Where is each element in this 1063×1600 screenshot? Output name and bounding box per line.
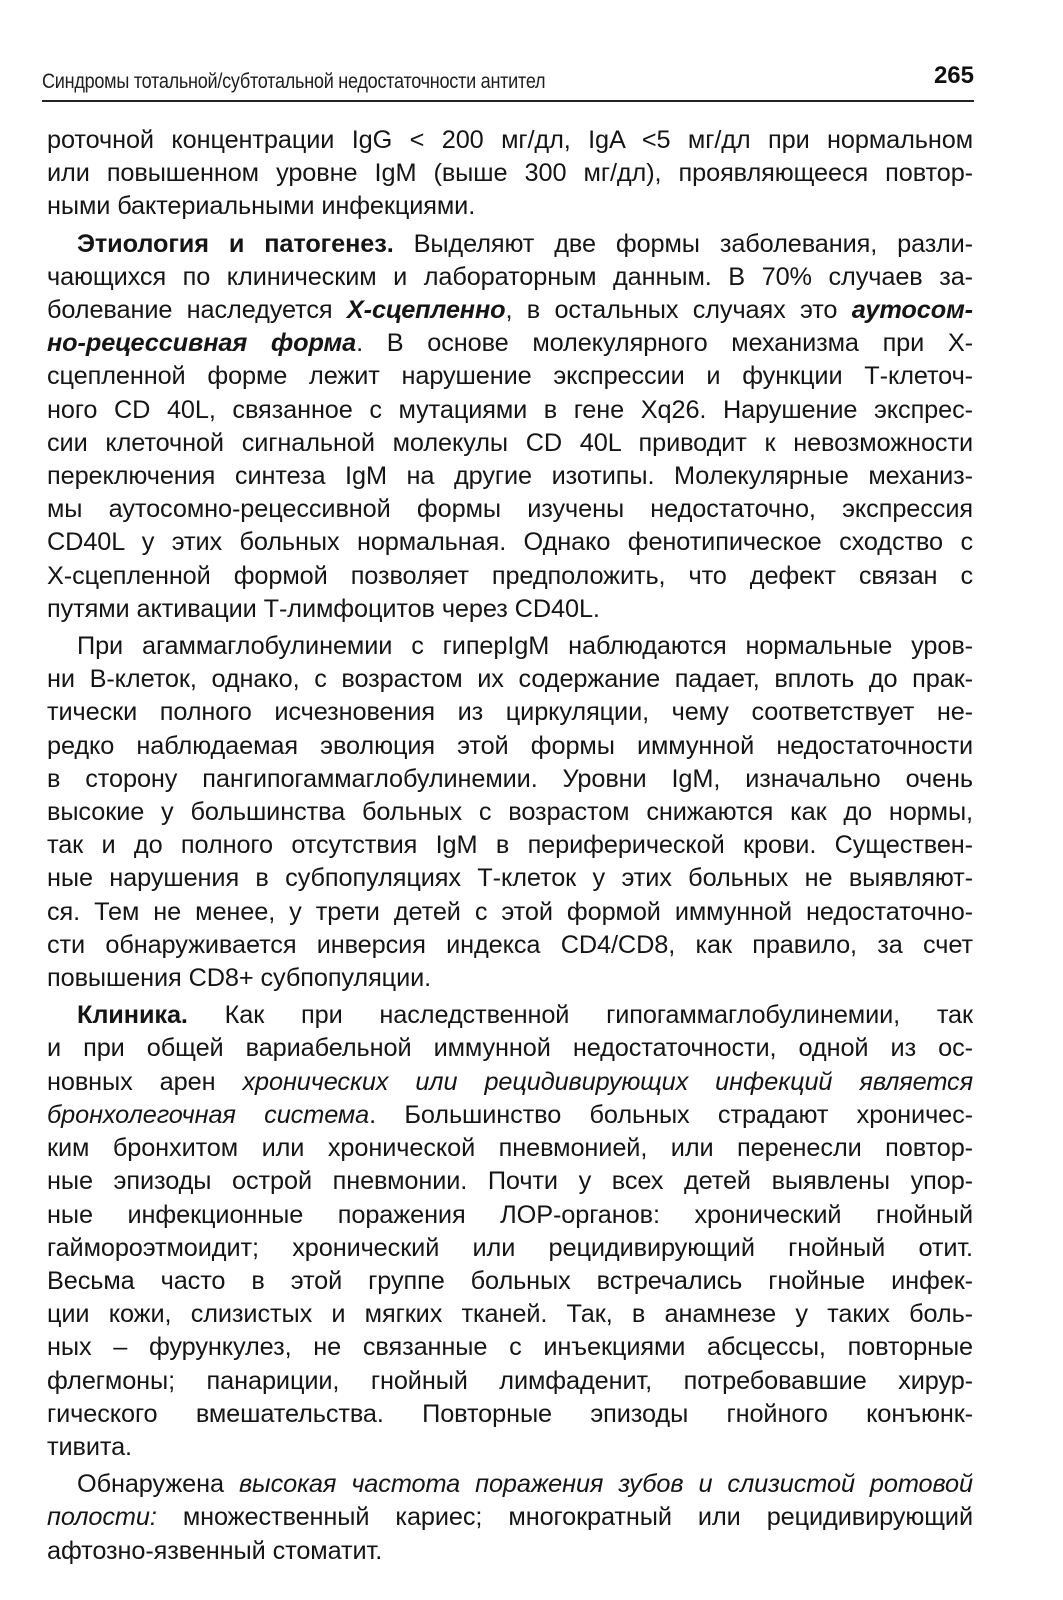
text-line: При агаммаглобулинемии с гиперIgM наблюдаются нормальные уров- (77, 632, 973, 661)
emphasis-autosomal: аутосом- (851, 296, 974, 325)
paragraph-clinic (47, 999, 973, 1464)
emphasis-oral-cavity: полости: (47, 1503, 157, 1532)
paragraph-continuation (47, 124, 973, 224)
text-run: болевание наследуется (47, 296, 347, 325)
text-line: редко наблюдаемая эволюция этой формы иммунной недостаточности (47, 731, 973, 760)
text-run: Обнаружена (77, 1470, 239, 1499)
emphasis-x-linked: Х-сцепленно (346, 296, 506, 325)
text-line: сии клеточной сигнальной молекулы CD 40L приводит к невозможности (47, 428, 973, 457)
section-heading-clinic: Клиника. (77, 1001, 188, 1030)
text-line: так и до полного отсутствия IgM в периферической крови. Существен- (47, 831, 973, 860)
running-title: Синдромы тотальной/субтотальной недостаточности антител (42, 70, 546, 93)
text-line: мы аутосомно-рецессивной формы изучены недостаточно, экспрессия (47, 495, 973, 524)
text-line (47, 999, 973, 1032)
text-line (47, 228, 973, 261)
text-line: флегмоны; панариции, гнойный лимфаденит, потребовавшие хирур- (47, 1366, 973, 1395)
text-line: ных – фурункулез, не связанные с инъекциями абсцессы, повторные (47, 1333, 973, 1362)
paragraph-etiology (47, 228, 973, 626)
section-heading-etiology: Этиология и патогенез. (77, 229, 394, 258)
text-line: гаймороэтмоидит; хронический или рецидивирующий гнойный отит. (47, 1233, 973, 1262)
text-line: или повышенном уровне IgM (выше 300 мг/дл), проявляющееся повтор- (47, 159, 973, 188)
text-line (47, 1501, 973, 1534)
text-line (47, 327, 973, 360)
text-line: чающихся по клиническим и лабораторным данным. В 70% случаев за- (47, 262, 973, 291)
text-run: новных арен (47, 1067, 243, 1096)
text-line: сти обнаруживается инверсия индекса CD4/CD8, как правило, за счет (47, 930, 973, 959)
text-line: роточной концентрации IgG < 200 мг/дл, IgA <5 мг/дл при нормальном (47, 126, 973, 154)
text-line: ные нарушения в субпопуляциях Т-клеток у этих больных не выявляют- (47, 864, 973, 893)
text-line: и при общей вариабельной иммунной недостаточности, одной из ос- (47, 1034, 973, 1063)
text-line (47, 1066, 973, 1099)
text-line: сцепленной форме лежит нарушение экспрессии и функции Т-клеточ- (47, 362, 973, 391)
text-line (47, 1099, 973, 1132)
text-line: гического вмешательства. Повторные эпизоды гнойного конъюнк- (47, 1399, 973, 1428)
text-line (47, 294, 973, 327)
emphasis-recessive-form: но-рецессивная форма (47, 329, 357, 358)
text-line: ким бронхитом или хронической пневмонией, или перенесли повтор- (47, 1134, 973, 1163)
text-line: афтозно-язвенный стоматит. (47, 1536, 383, 1565)
running-header (42, 62, 974, 102)
text-line: ции кожи, слизистых и мягких тканей. Так, в анамнезе у таких боль- (47, 1300, 973, 1329)
emphasis-infections: хронических или рецидивирующих инфекций является (242, 1067, 973, 1096)
text-run: множественный кариес; многократный или рецидивирующий (156, 1503, 973, 1532)
text-line: ные инфекционные поражения ЛОР-органов: хронический гнойный (47, 1200, 973, 1229)
text-line: ными бактериальными инфекциями. (47, 192, 476, 221)
text-line: тически полного исчезновения из циркуляции, чему соответствует не- (47, 698, 973, 727)
text-line: повышения CD8+ субпопуляции. (47, 964, 432, 993)
body-text (47, 124, 973, 1568)
text-line: высокие у большинства больных с возрастом снижаются как до нормы, (47, 798, 973, 827)
text-line (47, 1468, 973, 1501)
text-line: ные эпизоды острой пневмонии. Почти у всех детей выявлены упор- (47, 1167, 973, 1196)
text-line: ся. Тем не менее, у трети детей с этой формой иммунной недостаточно- (47, 897, 973, 926)
text-line: тивита. (47, 1432, 132, 1461)
text-run: Выделяют две формы заболевания, разли- (393, 229, 973, 258)
text-run: , в остальных случаях это (505, 296, 852, 325)
text-line: ного CD 40L, связанное с мутациями в гене Xq26. Нарушение экспрес- (47, 395, 973, 424)
text-run: . Большинство больных страдают хроничес- (369, 1100, 973, 1129)
emphasis-bronchopulmonary: бронхолегочная система (47, 1100, 370, 1129)
text-line: переключения синтеза IgM на другие изотипы. Молекулярные механиз- (47, 462, 973, 491)
page-number: 265 (933, 62, 974, 89)
text-run: . В основе молекулярного механизма при Х- (356, 329, 973, 358)
text-run: Как при наследственной гипогаммаглобулинемии, так (187, 1001, 973, 1030)
paragraph-dental (47, 1468, 973, 1568)
text-line: Весьма часто в этой группе больных встречались гнойные инфек- (47, 1266, 973, 1295)
text-line: Х-сцепленной формой позволяет предположить, что дефект связан с (47, 561, 973, 590)
emphasis-dental: высокая частота поражения зубов и слизистой ротовой (238, 1470, 973, 1499)
paragraph-hyper-igm (47, 630, 973, 995)
text-line: в сторону пангипогаммаглобулинемии. Уровни IgM, изначально очень (47, 764, 973, 793)
text-line: CD40L у этих больных нормальная. Однако фенотипическое сходство с (47, 528, 973, 557)
text-line: путями активации Т-лимфоцитов через CD40L. (47, 594, 600, 623)
text-line: ни В-клеток, однако, с возрастом их содержание падает, вплоть до прак- (47, 665, 973, 694)
